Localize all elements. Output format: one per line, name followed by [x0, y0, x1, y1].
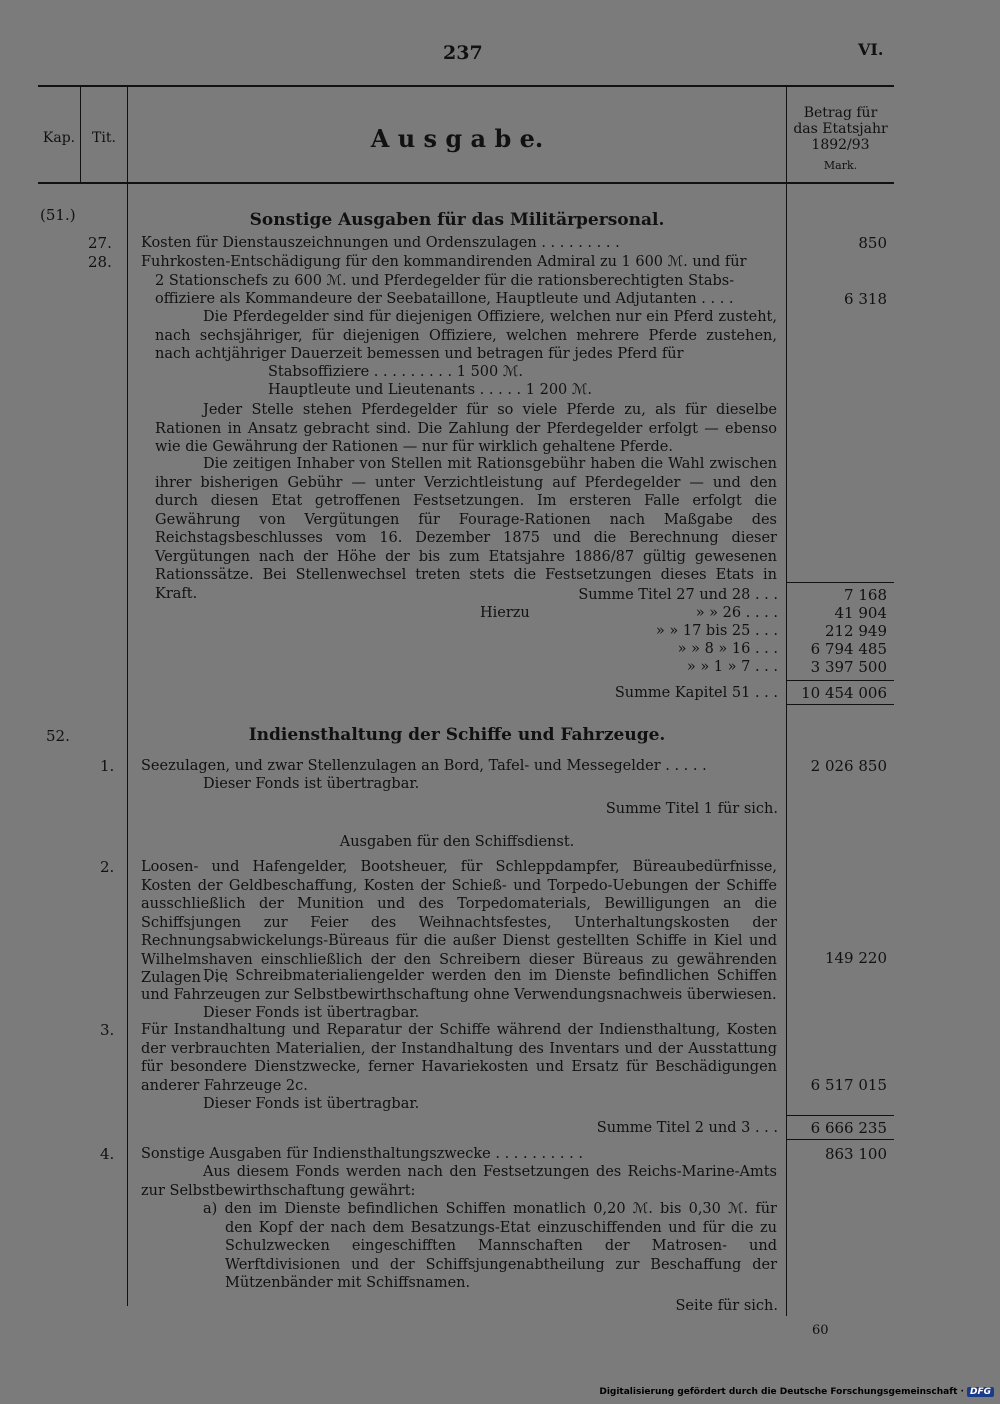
col-header-tit: Tit. [92, 130, 116, 146]
t2-note-2: Dieser Fonds ist übertragbar. [203, 1005, 420, 1021]
add-8-16-value: 6 794 485 [810, 640, 887, 658]
tit-4: 4. [100, 1145, 115, 1163]
tit-27: 27. [88, 234, 112, 252]
col-divider-tit [127, 86, 128, 1306]
t4-note: Aus diesem Fonds werden nach den Festsetzungen des Reichs-Marine-Amts zur Selbstbewirthschaftung gewährt: [141, 1164, 777, 1199]
dfg-logo: DFG [967, 1387, 994, 1397]
sum-titel-2-3-value: 6 666 235 [810, 1119, 887, 1137]
sum-titel-2-3-label: Summe Titel 2 und 3 . . . [596, 1120, 778, 1136]
seite-fuer-sich: Seite für sich. [675, 1298, 778, 1314]
rate-hauptleute: Hauptleute und Lieutenants . . . . . 1 200 ℳ. [268, 382, 592, 398]
header-rule [38, 182, 894, 184]
t1-amount: 2 026 850 [810, 757, 887, 775]
t27-text: Kosten für Dienstauszeichnungen und Ordenszulagen . . . . . . . . . [141, 235, 620, 251]
t28-note-2: Jeder Stelle stehen Pferdegelder für so viele Pferde zu, als für dieselbe Rationen in Ansatz gebracht sind. Die Zahlung der Pferdegelder erfolgt — ebenso wie die Gewährung der Rationen — nur für wirklich gehaltene Pferde. [155, 402, 777, 455]
t28-note-1: Die Pferdegelder sind für diejenigen Offiziere, welchen nur ein Pferd zusteht, nach sechsjähriger, für diejenigen Offiziere, welchen mehrere Pferde zustehen, nach achtjähriger Dauerzeit bemessen und betragen für jedes Pferd für [155, 309, 777, 362]
section-title-52: Indiensthaltung der Schiffe und Fahrzeuge. [248, 725, 666, 745]
t28-text: Fuhrkosten-Entschädigung für den kommandirenden Admiral zu 1 600 ℳ. und für 2 Stationschefs zu 600 ℳ. und Pferdegelder für die rationsberechtigten Stabs- offiziere als Kommandeure der Seebataillone, Hauptleute und Adjutanten . . . . [141, 254, 747, 307]
add-26-value: 41 904 [834, 604, 887, 622]
add-17-25-label: » » 17 bis 25 . . . [655, 623, 778, 639]
sum-rule-51c [787, 704, 894, 705]
kap-51: (51.) [40, 206, 76, 224]
bottom-number: 60 [812, 1323, 829, 1338]
col-header-ausgabe: A u s g a b e. [370, 124, 544, 153]
col-header-betrag: Betrag für das Etatsjahr 1892/93 Mark. [793, 105, 888, 172]
roman-section: VI. [858, 40, 884, 59]
t2-note-1: Die Schreibmaterialiengelder werden den im Dienste befindlichen Schiffen und Fahrzeugen zur Selbstbewirthschaftung ohne Verwendungsnachweis überwiesen. [141, 968, 777, 1003]
t27-amount: 850 [858, 234, 887, 252]
tit-3: 3. [100, 1021, 115, 1039]
top-rule [38, 85, 894, 87]
add-1-7-label: » » 1 » 7 . . . [686, 659, 778, 675]
t4-amount: 863 100 [824, 1145, 887, 1163]
footer-credit: Digitalisierung gefördert durch die Deutsche Forschungsgemeinschaft · DFG [599, 1387, 994, 1397]
t1-text: Seezulagen, und zwar Stellenzulagen an Bord, Tafel- und Messegelder . . . . . [141, 758, 707, 774]
page-number: 237 [443, 42, 483, 64]
t3-note: Dieser Fonds ist übertragbar. [203, 1096, 420, 1112]
t4-text: Sonstige Ausgaben für Indiensthaltungszwecke . . . . . . . . . . [141, 1146, 583, 1162]
sum-rule-51a [787, 582, 894, 583]
section-title-51: Sonstige Ausgaben für das Militärpersonal. [249, 210, 665, 230]
total-kap-51-label: Summe Kapitel 51 . . . [614, 685, 778, 701]
add-26-label: » » 26 . . . . [695, 605, 778, 621]
sum-titel-27-28-value: 7 168 [844, 586, 887, 604]
col-header-kap: Kap. [42, 130, 76, 146]
sum-rule-51b [787, 680, 894, 681]
hierzu-label: Hierzu [480, 605, 530, 621]
t4-item-a: a) den im Dienste befindlichen Schiffen monatlich 0,20 ℳ. bis 0,30 ℳ. für den Kopf der nach dem Besatzungs-Etat einzuschiffenden und für die zu Schulzwecken eingeschifften Mannschaften der Matrosen- und Werftdivisionen und der Schiffsjungenabtheilung zur Beschaffung der Mützenbänder mit Schiffsnamen. [203, 1201, 777, 1291]
t3-amount: 6 517 015 [810, 1076, 887, 1094]
sum-titel-27-28-label: Summe Titel 27 und 28 . . . [578, 587, 778, 603]
sum-rule-52b [787, 1139, 894, 1140]
rate-stabsoffiziere: Stabsoffiziere . . . . . . . . . 1 500 ℳ. [268, 364, 523, 380]
t28-note-3: Die zeitigen Inhaber von Stellen mit Rationsgebühr haben die Wahl zwischen ihrer bisherigen Gebühr — unter Verzichtleistung auf Pferdegelder — und den durch diesen Etat getroffenen Festsetzungen. Im ersteren Falle erfolgt die Gewährung von Vergütungen für Fourage-Rationen nach Maßgabe des Reichstagsbeschlusses vom 16. Dezember 1875 und die Berechnung dieser Vergütungen nach der Höhe der bis zum Etatsjahre 1886/87 gültig gewesenen Rationssätze. Bei Stellenwechsel treten stets die Festsetzungen dieses Etats in Kraft. [155, 456, 777, 602]
add-1-7-value: 3 397 500 [810, 658, 887, 676]
kap-52: 52. [46, 727, 70, 745]
t2-text: Loosen- und Hafengelder, Bootsheuer, für Schleppdampfer, Büreaubedürfnisse, Kosten der Geldbeschaffung, Kosten der Schieß- und Torpedo-Uebungen der Schiffe ausschließlich der Munition und des Torpedomaterials, Bewilligungen an die Schiffsjungen zur Feier des Weihnachtsfestes, Unterhaltungskosten der Rechnungsabwickelungs-Büreaus für die außer Dienst gestellten Schiffe in Kiel und Wilhelmshaven einschließlich der den Schreibern dieser Büreaus zu gewährenden Zulagen . . . [141, 859, 777, 986]
add-17-25-value: 212 949 [824, 622, 887, 640]
subhead-schiffsdienst: Ausgaben für den Schiffsdienst. [339, 834, 575, 850]
t3-text: Für Instandhaltung und Reparatur der Schiffe während der Indiensthaltung, Kosten der verbrauchten Materialien, der Instandhaltung des Inventars und der Ausstattung für besondere Dienstzwecke, ferner Havariekosten und Ersatz für Beschädigungen anderer Fahrzeuge 2c. [141, 1022, 777, 1094]
tit-2: 2. [100, 858, 115, 876]
sum-rule-52a [787, 1115, 894, 1116]
t28-amount: 6 318 [844, 290, 887, 308]
t1-note: Dieser Fonds ist übertragbar. [203, 776, 420, 792]
t2-amount: 149 220 [824, 949, 887, 967]
sum-titel-1: Summe Titel 1 für sich. [605, 801, 778, 817]
tit-1: 1. [100, 757, 115, 775]
tit-28: 28. [88, 253, 112, 271]
total-kap-51-value: 10 454 006 [801, 684, 887, 702]
add-8-16-label: » » 8 » 16 . . . [677, 641, 778, 657]
